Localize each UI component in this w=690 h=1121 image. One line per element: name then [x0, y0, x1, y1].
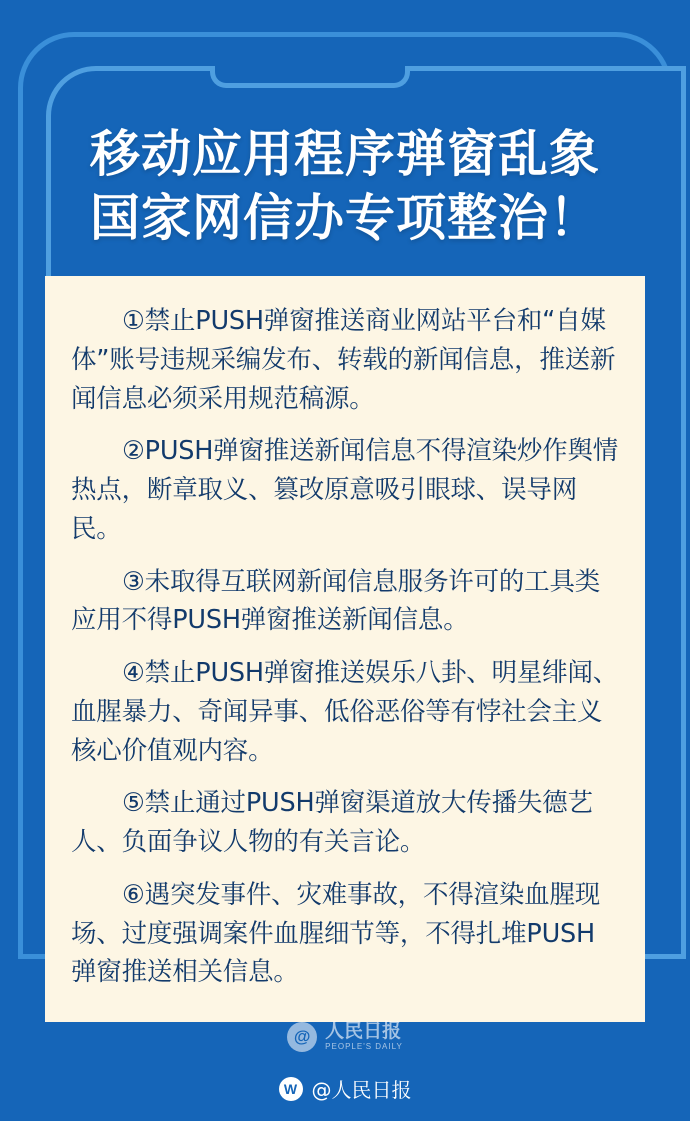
- content-card: [45, 276, 645, 1022]
- rule-paragraph: ④禁止PUSH弹窗推送娱乐八卦、明星绯闻、血腥暴力、奇闻异事、低俗恶俗等有悖社会主义核心价值观内容。: [71, 658, 619, 766]
- rule-paragraph: ①禁止PUSH弹窗推送商业网站平台和“自媒体”账号违规采编发布、转载的新闻信息，推送新闻信息必须采用规范稿源。: [71, 306, 616, 414]
- brand-text: [325, 1022, 403, 1052]
- at-icon: @: [287, 1022, 317, 1052]
- footer: [0, 1022, 690, 1121]
- weibo-credit: [279, 1074, 412, 1103]
- rule-paragraph: ②PUSH弹窗推送新闻信息不得渲染炒作舆情热点，断章取义、篡改原意吸引眼球、误导网民。: [71, 436, 619, 544]
- rule-paragraph: ⑥遇突发事件、灾难事故，不得渲染血腥现场、过度强调案件血腥细节等，不得扎堆PUSH弹窗推送相关信息。: [71, 879, 601, 988]
- rule-paragraph: ③未取得互联网新闻信息服务许可的工具类应用不得PUSH弹窗推送新闻信息。: [71, 566, 601, 636]
- peoples-daily-logo: [287, 1022, 403, 1052]
- weibo-icon: W: [279, 1077, 303, 1101]
- brand-name-cn: 人民日报: [325, 1020, 402, 1043]
- title-line-2: 国家网信办专项整治！: [90, 189, 600, 247]
- title-line-1: 移动应用程序弹窗乱象: [90, 125, 600, 183]
- brand-name-en: PEOPLE'S DAILY: [325, 1042, 403, 1052]
- page-title: [45, 122, 645, 250]
- rule-paragraph: ⑤禁止通过PUSH弹窗渠道放大传播失德艺人、负面争议人物的有关言论。: [71, 788, 593, 857]
- weibo-handle: @人民日报: [311, 1078, 412, 1102]
